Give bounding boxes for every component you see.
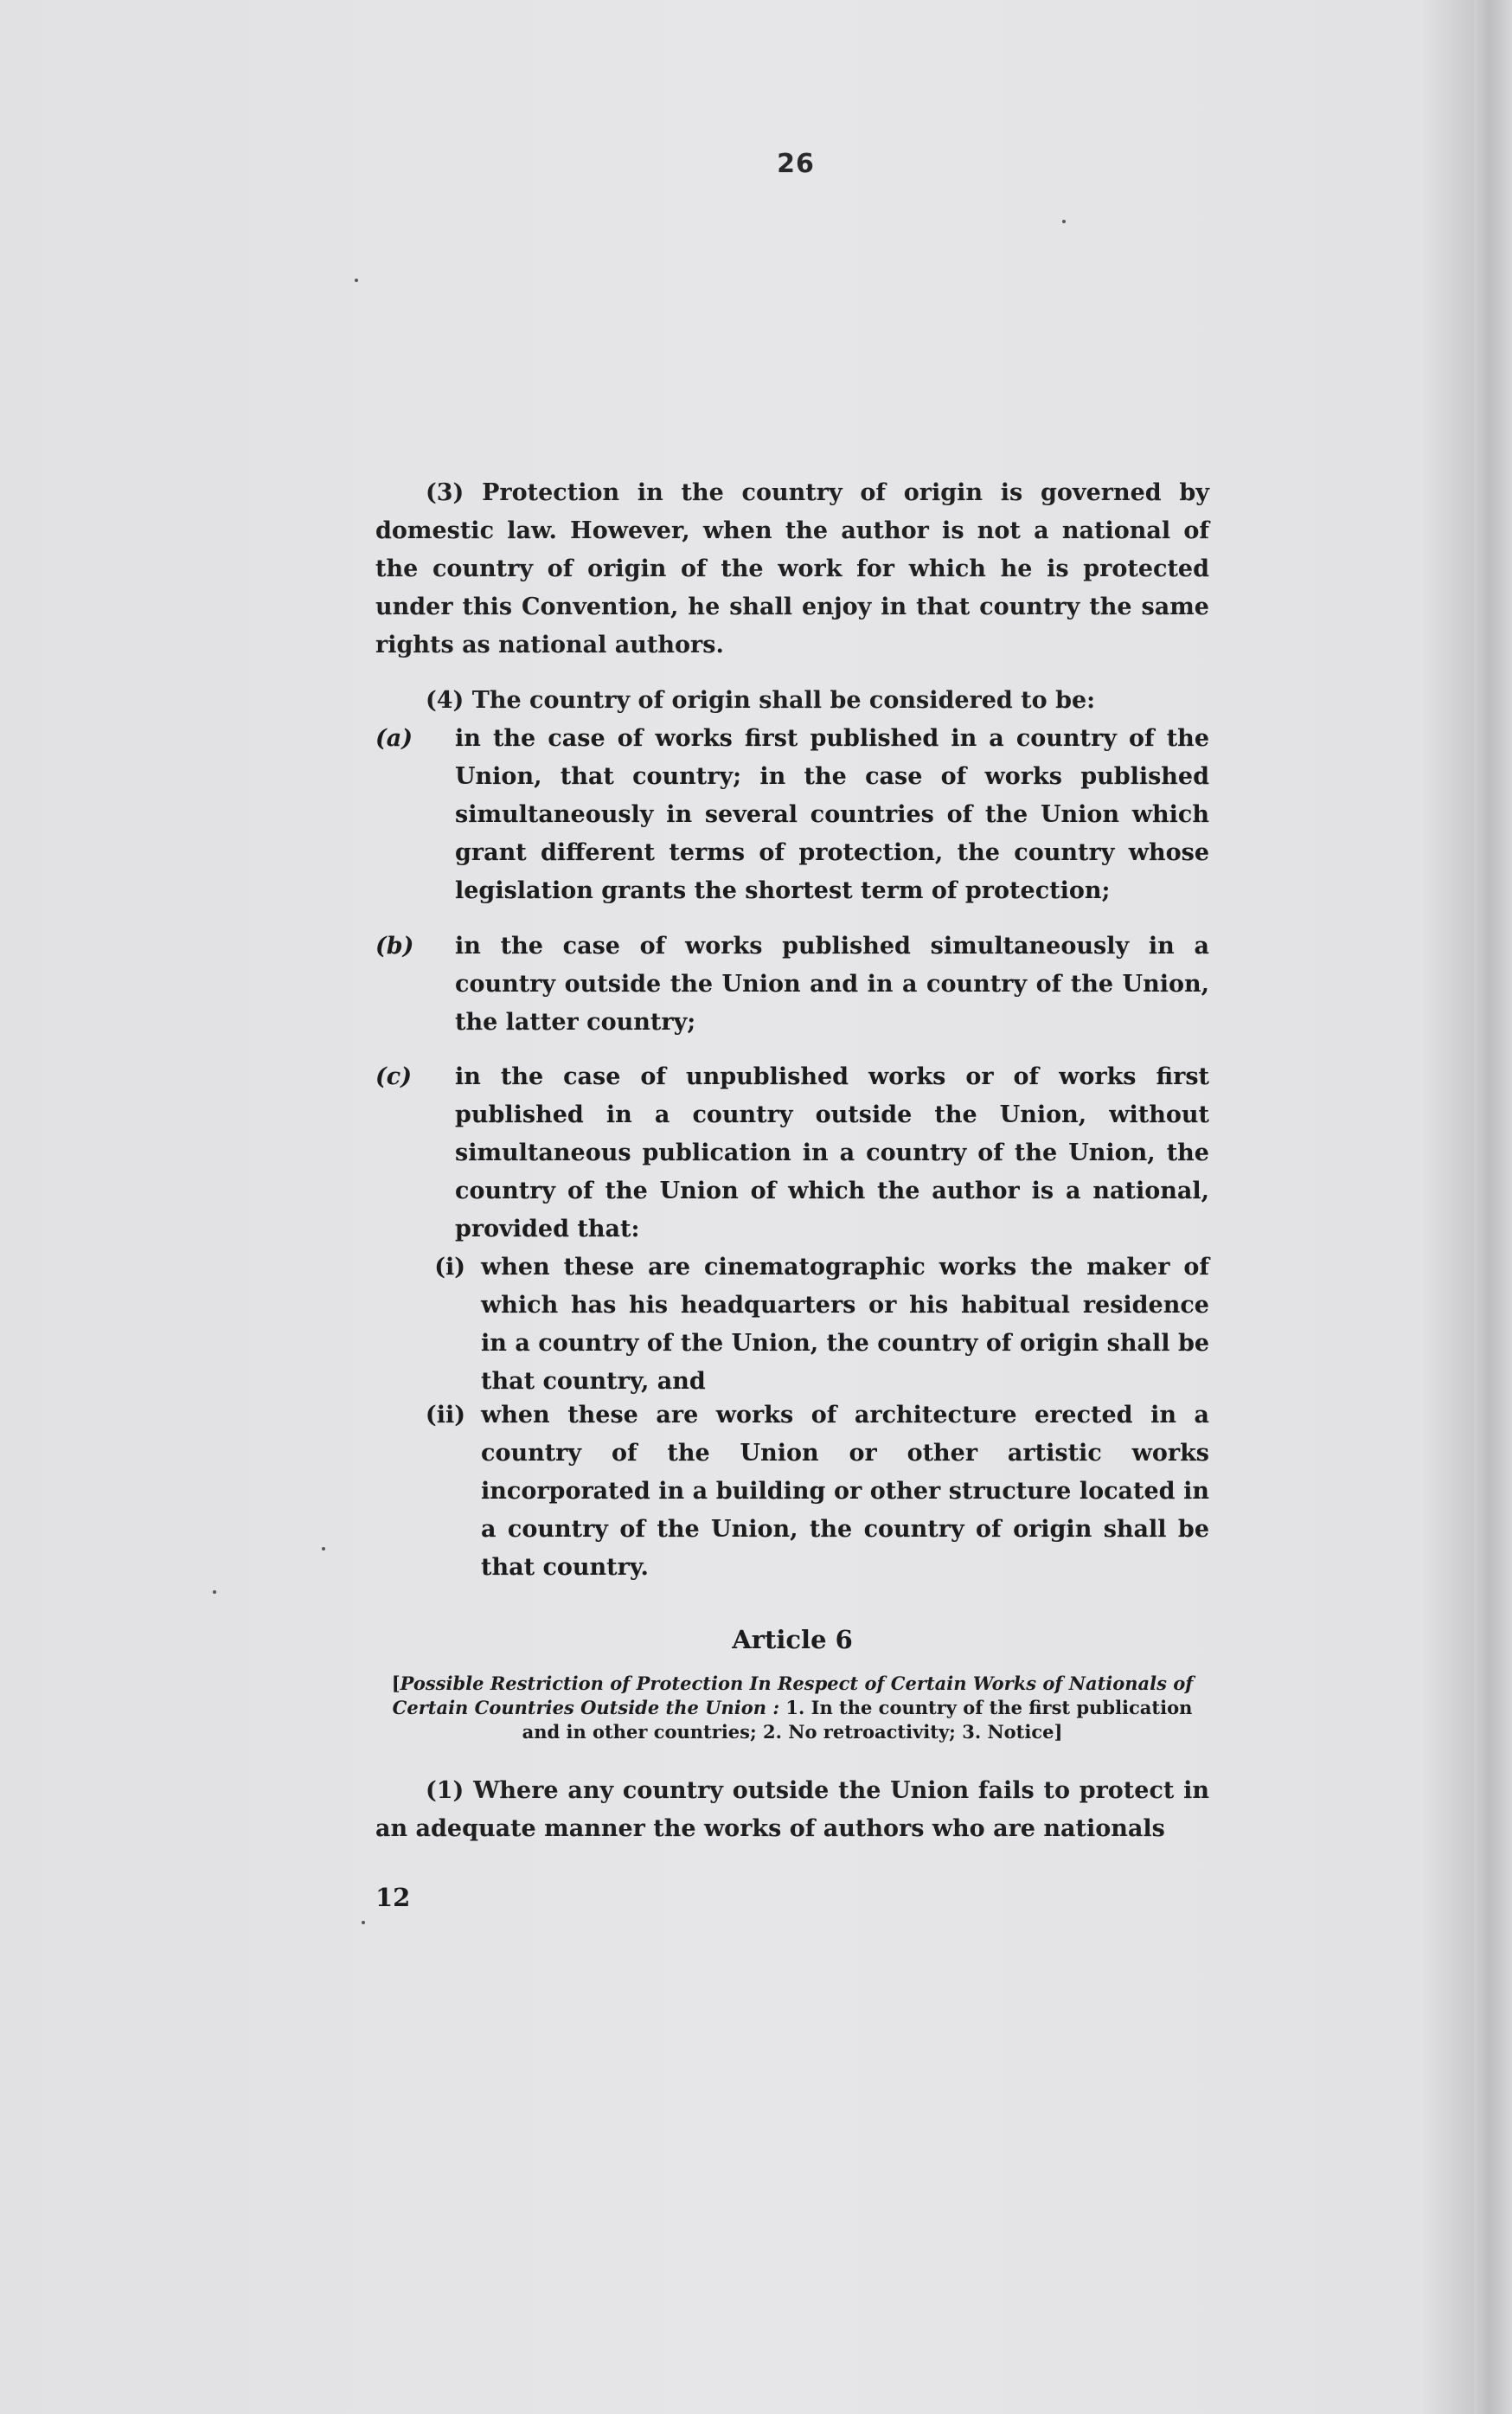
item-text: in the case of works published simultaneously in a country outside the Union and in a country of the Union, the latter country; bbox=[455, 933, 1209, 1036]
paragraph-4-intro bbox=[375, 682, 1209, 720]
top-page-number: 26 bbox=[777, 149, 815, 179]
article-6-paragraph-1-text: (1) Where any country outside the Union fails to protect in an adequate manner the works of authors who are nationals bbox=[375, 1777, 1209, 1842]
paragraph-3-text: (3) Protection in the country of origin is governed by domestic law. However, when the author is not a national of the country of origin of the work for which he is protected under this Convention, he shall enjoy in that country the same rights as national authors. bbox=[375, 479, 1209, 658]
item-label: (b) bbox=[375, 933, 414, 960]
note-italic-title: Possible Restriction of Protection In Respect of Certain Works of Nationals of Certain Countries Outside the Union : bbox=[392, 1672, 1194, 1718]
dust-speck bbox=[1062, 220, 1066, 223]
dust-speck bbox=[362, 1921, 365, 1924]
list-item bbox=[375, 1058, 1209, 1249]
list-item bbox=[375, 928, 1209, 1042]
sub-item-label: (i) bbox=[434, 1254, 465, 1281]
dust-speck bbox=[355, 279, 358, 282]
dust-speck bbox=[322, 1547, 325, 1550]
item-text: in the case of unpublished works or of works first published in a country outside the Union, without simultaneous publication in a country of the Union, the country of the Union of which the author is a national, provided that: bbox=[455, 1063, 1209, 1242]
list-item bbox=[375, 720, 1209, 910]
sub-item-text: when these are cinematographic works the maker of which has his headquarters or his habitual residence in a country of the Union, the country of origin shall be that country, and bbox=[481, 1254, 1209, 1395]
page-edge-shadow bbox=[1474, 0, 1512, 2414]
note-plain-text: 1. In the country of the first publication and in other countries; 2. No retroactivity; 3. Notice] bbox=[522, 1697, 1193, 1743]
article-heading: Article 6 bbox=[732, 1625, 853, 1654]
bottom-page-number: 12 bbox=[375, 1883, 411, 1912]
paragraph-4-intro-text: (4) The country of origin shall be considered to be: bbox=[426, 687, 1096, 714]
sub-list-item bbox=[425, 1396, 1209, 1587]
item-label: (a) bbox=[375, 725, 413, 752]
paragraph-3 bbox=[375, 474, 1209, 664]
item-text: in the case of works first published in a country of the Union, that country; in the case of works published simultaneously in several countries of the Union which grant different terms of protection, the country whose legislation grants the shortest term of protection; bbox=[455, 725, 1209, 904]
item-label: (c) bbox=[375, 1063, 412, 1090]
article-6-paragraph-1 bbox=[375, 1772, 1209, 1848]
sub-list-item bbox=[434, 1249, 1209, 1401]
sub-item-text: when these are works of architecture erected in a country of the Union or other artistic works incorporated in a building or other structure located in a country of the Union, the country of origin shall be that country. bbox=[481, 1402, 1209, 1581]
note-open-bracket: [ bbox=[391, 1672, 400, 1694]
dust-speck bbox=[213, 1590, 216, 1594]
sub-item-label: (ii) bbox=[425, 1402, 465, 1428]
article-summary-note bbox=[375, 1672, 1209, 1744]
